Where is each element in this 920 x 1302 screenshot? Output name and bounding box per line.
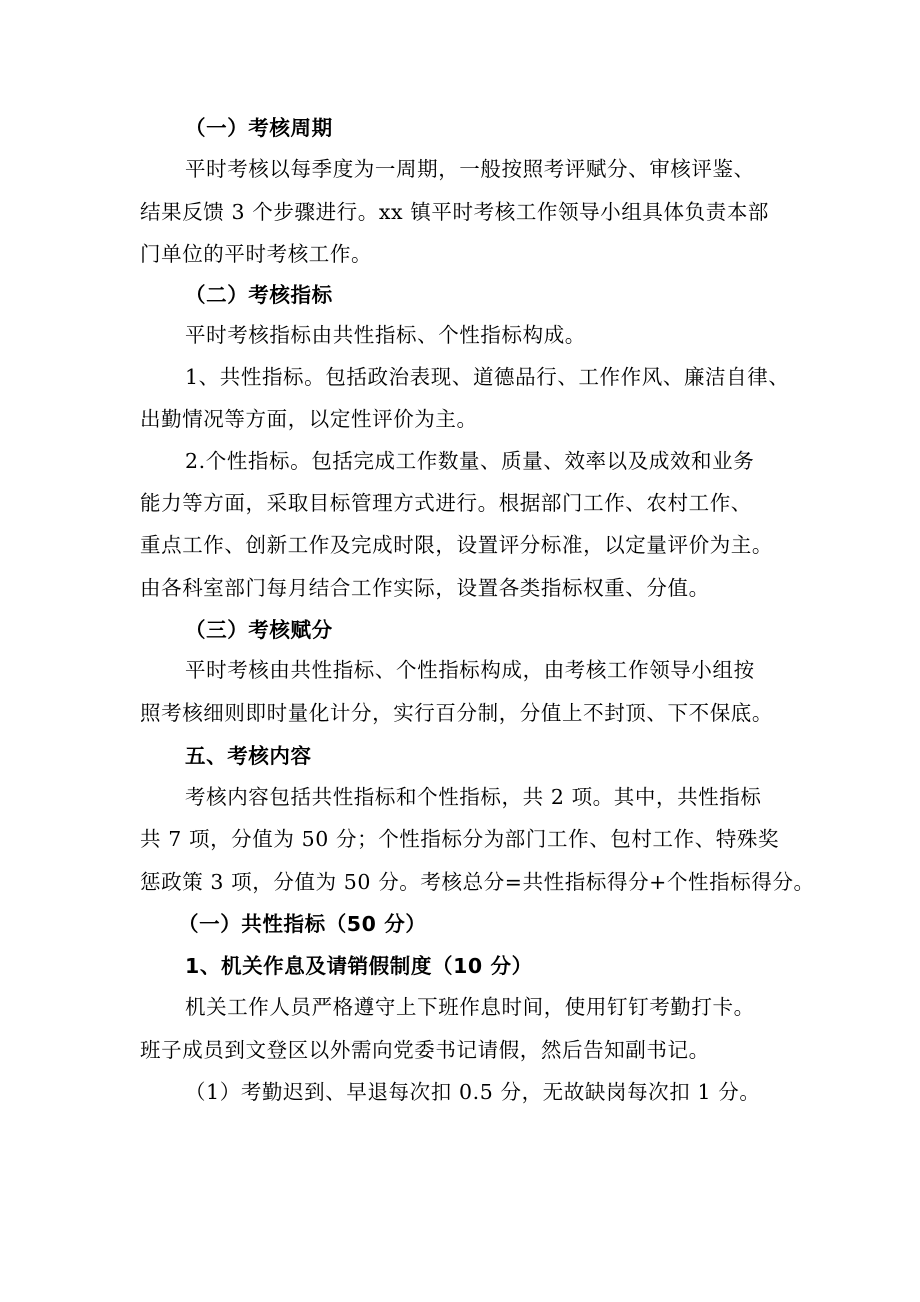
paragraph-line: 出勤情况等方面，以定性评价为主。 <box>140 407 478 431</box>
subsection-heading-attendance: 1、机关作息及请销假制度（10 分） <box>185 954 533 978</box>
paragraph-line: 平时考核以每季度为一周期，一般按照考评赋分、审核评鉴、 <box>185 157 755 181</box>
paragraph-line: 班子成员到文登区以外需向党委书记请假，然后告知副书记。 <box>140 1038 710 1062</box>
paragraph-line: 照考核细则即时量化计分，实行百分制，分值上不封顶、下不保底。 <box>140 701 773 725</box>
paragraph-line: 机关工作人员严格遵守上下班作息时间，使用钉钉考勤打卡。 <box>185 995 755 1019</box>
paragraph-line: 由各科室部门每月结合工作实际，设置各类指标权重、分值。 <box>140 576 710 600</box>
section-heading-indicators: （二）考核指标 <box>185 283 333 307</box>
paragraph-line: 共 7 项，分值为 50 分；个性指标分为部门工作、包村工作、特殊奖 <box>140 827 780 851</box>
paragraph-line: 重点工作、创新工作及完成时限，设置评分标准，以定量评价为主。 <box>140 533 773 557</box>
paragraph-line: 惩政策 3 项，分值为 50 分。考核总分=共性指标得分+个性指标得分。 <box>140 870 815 894</box>
paragraph-line: 能力等方面，采取目标管理方式进行。根据部门工作、农村工作、 <box>140 491 752 515</box>
section-heading-content: 五、考核内容 <box>185 744 312 768</box>
section-heading-cycle: （一）考核周期 <box>185 116 333 140</box>
paragraph-line: 2.个性指标。包括完成工作数量、质量、效率以及成效和业务 <box>185 449 755 473</box>
paragraph-line: 1、共性指标。包括政治表现、道德品行、工作作风、廉洁自律、 <box>185 365 790 389</box>
section-heading-common-indicators: （一）共性指标（50 分） <box>178 912 427 936</box>
paragraph-line: 结果反馈 3 个步骤进行。xx 镇平时考核工作领导小组具体负责本部 <box>140 200 770 224</box>
paragraph-line: 平时考核由共性指标、个性指标构成，由考核工作领导小组按 <box>185 658 755 682</box>
paragraph-line: 门单位的平时考核工作。 <box>140 242 373 266</box>
paragraph-line: （1）考勤迟到、早退每次扣 0.5 分，无故缺岗每次扣 1 分。 <box>185 1080 761 1104</box>
paragraph-line: 平时考核指标由共性指标、个性指标构成。 <box>185 323 586 347</box>
section-heading-scoring: （三）考核赋分 <box>185 618 333 642</box>
paragraph-line: 考核内容包括共性指标和个性指标，共 2 项。其中，共性指标 <box>185 785 762 809</box>
